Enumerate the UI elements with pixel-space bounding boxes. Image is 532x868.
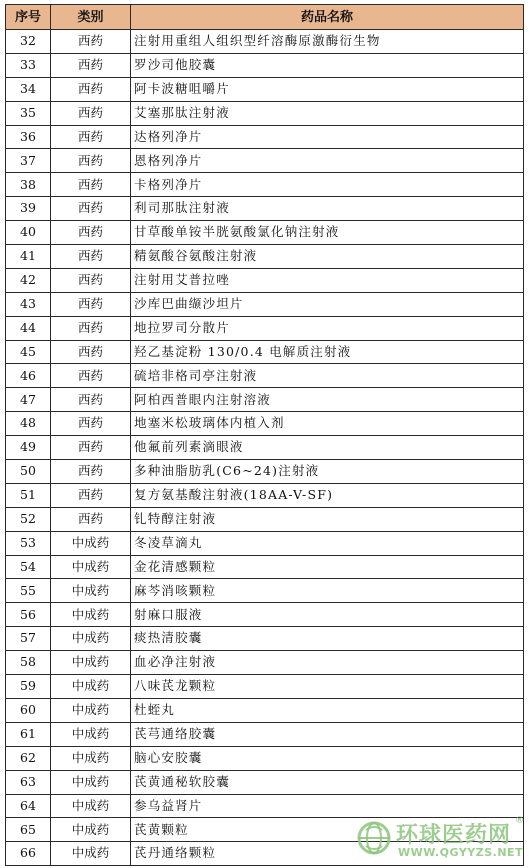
table-row — [6, 101, 524, 125]
table-row — [6, 722, 524, 746]
row-category: 中成药 — [51, 531, 131, 555]
row-category: 中成药 — [51, 651, 131, 675]
row-drug-name: 阿卡波糖咀嚼片 — [131, 77, 524, 101]
row-number: 54 — [6, 555, 51, 579]
row-drug-name: 芪黄通秘软胶囊 — [131, 770, 524, 794]
table-row — [6, 483, 524, 507]
row-drug-name: 羟乙基淀粉 130/0.4 电解质注射液 — [131, 340, 524, 364]
row-category: 西药 — [51, 340, 131, 364]
row-drug-name: 杜蛭丸 — [131, 698, 524, 722]
table-row — [6, 30, 524, 54]
row-number: 43 — [6, 292, 51, 316]
row-number: 35 — [6, 101, 51, 125]
row-drug-name: 芪丹通络颗粒 — [131, 842, 524, 866]
row-drug-name: 参乌益肾片 — [131, 794, 524, 818]
table-row — [6, 460, 524, 484]
row-number: 66 — [6, 842, 51, 866]
table-row — [6, 507, 524, 531]
row-drug-name: 麻芩消咳颗粒 — [131, 579, 524, 603]
row-category: 西药 — [51, 483, 131, 507]
row-number: 65 — [6, 818, 51, 842]
row-drug-name: 利司那肽注射液 — [131, 197, 524, 221]
table-header-row — [6, 5, 524, 30]
table-row — [6, 651, 524, 675]
row-number: 44 — [6, 316, 51, 340]
row-number: 64 — [6, 794, 51, 818]
row-category: 西药 — [51, 173, 131, 197]
row-drug-name: 芪芎通络胶囊 — [131, 722, 524, 746]
table-row — [6, 221, 524, 245]
row-category: 西药 — [51, 507, 131, 531]
table-row — [6, 364, 524, 388]
row-category: 中成药 — [51, 603, 131, 627]
row-drug-name: 脑心安胶囊 — [131, 746, 524, 770]
row-category: 中成药 — [51, 770, 131, 794]
row-number: 63 — [6, 770, 51, 794]
table-row — [6, 125, 524, 149]
row-category: 西药 — [51, 77, 131, 101]
table-row — [6, 627, 524, 651]
row-number: 46 — [6, 364, 51, 388]
row-category: 西药 — [51, 436, 131, 460]
row-category: 西药 — [51, 268, 131, 292]
row-category: 中成药 — [51, 555, 131, 579]
row-number: 38 — [6, 173, 51, 197]
row-category: 中成药 — [51, 675, 131, 699]
row-number: 53 — [6, 531, 51, 555]
row-number: 52 — [6, 507, 51, 531]
row-number: 62 — [6, 746, 51, 770]
row-drug-name: 他氟前列素滴眼液 — [131, 436, 524, 460]
row-category: 西药 — [51, 125, 131, 149]
table-row — [6, 603, 524, 627]
row-drug-name: 复方氨基酸注射液(18AA-V-SF) — [131, 483, 524, 507]
table-row — [6, 292, 524, 316]
row-number: 51 — [6, 483, 51, 507]
row-number: 39 — [6, 197, 51, 221]
row-category: 中成药 — [51, 579, 131, 603]
row-drug-name: 地拉罗司分散片 — [131, 316, 524, 340]
row-number: 60 — [6, 698, 51, 722]
table-row — [6, 698, 524, 722]
row-category: 中成药 — [51, 722, 131, 746]
row-drug-name: 血必净注射液 — [131, 651, 524, 675]
row-number: 41 — [6, 245, 51, 269]
row-category: 中成药 — [51, 627, 131, 651]
table-row — [6, 794, 524, 818]
row-category: 西药 — [51, 460, 131, 484]
row-drug-name: 恩格列净片 — [131, 149, 524, 173]
header-category: 类别 — [51, 5, 131, 30]
row-drug-name: 多种油脂肪乳(C6~24)注射液 — [131, 460, 524, 484]
row-number: 34 — [6, 77, 51, 101]
row-drug-name: 艾塞那肽注射液 — [131, 101, 524, 125]
row-category: 西药 — [51, 149, 131, 173]
row-drug-name: 金花清感颗粒 — [131, 555, 524, 579]
table-row — [6, 149, 524, 173]
watermark-logo — [356, 816, 524, 862]
row-number: 48 — [6, 412, 51, 436]
row-category: 中成药 — [51, 746, 131, 770]
row-number: 58 — [6, 651, 51, 675]
table-row — [6, 770, 524, 794]
table-row — [6, 340, 524, 364]
table-row — [6, 316, 524, 340]
row-category: 中成药 — [51, 794, 131, 818]
table-row — [6, 53, 524, 77]
row-category: 西药 — [51, 221, 131, 245]
row-category: 西药 — [51, 101, 131, 125]
row-drug-name: 达格列净片 — [131, 125, 524, 149]
table-row — [6, 245, 524, 269]
table-row — [6, 555, 524, 579]
table-row — [6, 197, 524, 221]
table-row — [6, 388, 524, 412]
table-row — [6, 531, 524, 555]
table-row — [6, 675, 524, 699]
row-category: 西药 — [51, 30, 131, 54]
row-drug-name: 沙库巴曲缬沙坦片 — [131, 292, 524, 316]
row-number: 40 — [6, 221, 51, 245]
row-drug-name: 阿柏西普眼内注射溶液 — [131, 388, 524, 412]
row-category: 西药 — [51, 388, 131, 412]
row-drug-name: 射麻口服液 — [131, 603, 524, 627]
row-number: 50 — [6, 460, 51, 484]
header-drug-name: 药品名称 — [131, 5, 524, 30]
table-row — [6, 268, 524, 292]
row-category: 中成药 — [51, 818, 131, 842]
row-category: 西药 — [51, 197, 131, 221]
table-row — [6, 746, 524, 770]
row-number: 32 — [6, 30, 51, 54]
globe-leaf-icon — [356, 820, 392, 856]
row-number: 57 — [6, 627, 51, 651]
table-row — [6, 412, 524, 436]
row-category: 中成药 — [51, 842, 131, 866]
header-number: 序号 — [6, 5, 51, 30]
row-drug-name: 甘草酸单铵半胱氨酸氯化钠注射液 — [131, 221, 524, 245]
row-category: 西药 — [51, 245, 131, 269]
row-drug-name: 注射用艾普拉唑 — [131, 268, 524, 292]
row-category: 西药 — [51, 292, 131, 316]
row-drug-name: 地塞米松玻璃体内植入剂 — [131, 412, 524, 436]
row-drug-name: 硫培非格司亭注射液 — [131, 364, 524, 388]
row-drug-name: 注射用重组人组织型纤溶酶原激酶衍生物 — [131, 30, 524, 54]
row-category: 西药 — [51, 412, 131, 436]
row-drug-name: 八味芪龙颗粒 — [131, 675, 524, 699]
row-number: 61 — [6, 722, 51, 746]
row-drug-name: 芪黄颗粒 — [131, 818, 524, 842]
drug-list-table — [5, 4, 524, 866]
row-drug-name: 精氨酸谷氨酸注射液 — [131, 245, 524, 269]
row-number: 45 — [6, 340, 51, 364]
watermark-title: 环球医药网 — [396, 823, 512, 848]
row-category: 中成药 — [51, 698, 131, 722]
row-category: 西药 — [51, 316, 131, 340]
table-row — [6, 579, 524, 603]
table-row — [6, 173, 524, 197]
row-category: 西药 — [51, 364, 131, 388]
row-number: 56 — [6, 603, 51, 627]
row-number: 59 — [6, 675, 51, 699]
row-drug-name: 罗沙司他胶囊 — [131, 53, 524, 77]
row-number: 55 — [6, 579, 51, 603]
watermark-registered-mark: ® — [515, 816, 524, 826]
row-number: 37 — [6, 149, 51, 173]
row-number: 42 — [6, 268, 51, 292]
table-row — [6, 77, 524, 101]
row-drug-name: 冬凌草滴丸 — [131, 531, 524, 555]
row-category: 西药 — [51, 53, 131, 77]
row-number: 49 — [6, 436, 51, 460]
row-number: 36 — [6, 125, 51, 149]
row-drug-name: 钆特醇注射液 — [131, 507, 524, 531]
row-number: 33 — [6, 53, 51, 77]
watermark-url: WWW.QGYYZS.NET — [398, 846, 524, 859]
row-number: 47 — [6, 388, 51, 412]
row-drug-name: 痰热清胶囊 — [131, 627, 524, 651]
table-row — [6, 436, 524, 460]
table-body — [6, 30, 524, 866]
row-drug-name: 卡格列净片 — [131, 173, 524, 197]
